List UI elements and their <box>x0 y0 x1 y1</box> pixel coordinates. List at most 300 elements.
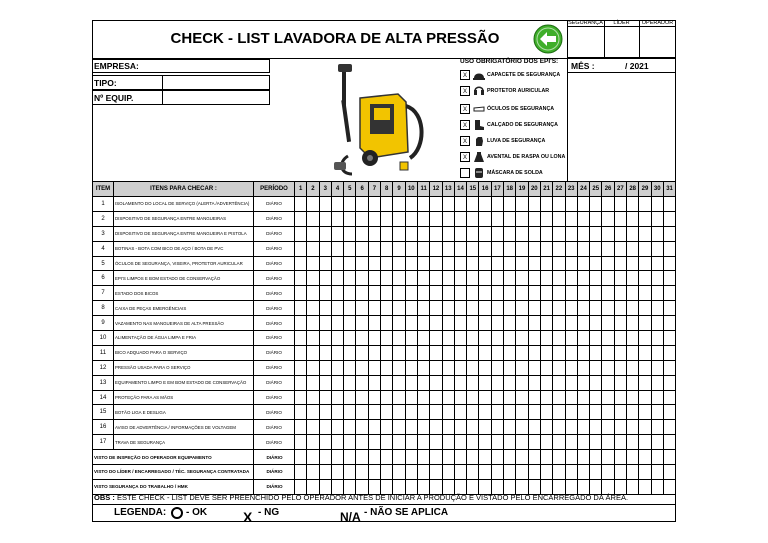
day-cell[interactable] <box>454 405 466 420</box>
day-cell[interactable] <box>331 465 343 480</box>
day-cell[interactable] <box>491 345 503 360</box>
day-cell[interactable] <box>381 211 393 226</box>
day-cell[interactable] <box>614 375 626 390</box>
day-cell[interactable] <box>553 241 565 256</box>
day-cell[interactable] <box>295 435 307 450</box>
day-cell[interactable] <box>553 375 565 390</box>
day-cell[interactable] <box>479 420 491 435</box>
day-cell[interactable] <box>295 450 307 465</box>
day-cell[interactable] <box>442 465 454 480</box>
day-cell[interactable] <box>393 226 405 241</box>
day-cell[interactable] <box>590 316 602 331</box>
day-cell[interactable] <box>553 435 565 450</box>
day-cell[interactable] <box>368 420 380 435</box>
day-cell[interactable] <box>516 226 528 241</box>
day-cell[interactable] <box>331 435 343 450</box>
day-cell[interactable] <box>540 345 552 360</box>
day-cell[interactable] <box>331 256 343 271</box>
day-cell[interactable] <box>356 256 368 271</box>
day-cell[interactable] <box>454 197 466 212</box>
day-cell[interactable] <box>442 256 454 271</box>
day-cell[interactable] <box>602 390 614 405</box>
day-cell[interactable] <box>331 316 343 331</box>
day-cell[interactable] <box>319 241 331 256</box>
day-cell[interactable] <box>442 197 454 212</box>
day-cell[interactable] <box>467 256 479 271</box>
day-cell[interactable] <box>663 301 675 316</box>
day-cell[interactable] <box>331 450 343 465</box>
day-cell[interactable] <box>381 316 393 331</box>
day-cell[interactable] <box>602 375 614 390</box>
day-cell[interactable] <box>540 360 552 375</box>
day-cell[interactable] <box>516 241 528 256</box>
day-cell[interactable] <box>454 316 466 331</box>
day-cell[interactable] <box>417 465 429 480</box>
day-cell[interactable] <box>639 375 651 390</box>
day-cell[interactable] <box>565 435 577 450</box>
day-cell[interactable] <box>454 271 466 286</box>
day-cell[interactable] <box>651 271 663 286</box>
day-cell[interactable] <box>442 450 454 465</box>
day-cell[interactable] <box>540 405 552 420</box>
day-cell[interactable] <box>602 420 614 435</box>
day-cell[interactable] <box>627 450 639 465</box>
day-cell[interactable] <box>651 360 663 375</box>
day-cell[interactable] <box>356 226 368 241</box>
day-cell[interactable] <box>590 271 602 286</box>
day-cell[interactable] <box>442 375 454 390</box>
day-cell[interactable] <box>417 345 429 360</box>
day-cell[interactable] <box>344 345 356 360</box>
day-cell[interactable] <box>393 211 405 226</box>
day-cell[interactable] <box>639 390 651 405</box>
day-cell[interactable] <box>491 197 503 212</box>
day-cell[interactable] <box>528 271 540 286</box>
day-cell[interactable] <box>553 390 565 405</box>
day-cell[interactable] <box>295 420 307 435</box>
day-cell[interactable] <box>393 271 405 286</box>
day-cell[interactable] <box>553 301 565 316</box>
day-cell[interactable] <box>331 286 343 301</box>
day-cell[interactable] <box>442 271 454 286</box>
day-cell[interactable] <box>467 241 479 256</box>
day-cell[interactable] <box>528 390 540 405</box>
day-cell[interactable] <box>516 375 528 390</box>
day-cell[interactable] <box>430 465 442 480</box>
day-cell[interactable] <box>627 211 639 226</box>
day-cell[interactable] <box>368 465 380 480</box>
day-cell[interactable] <box>467 301 479 316</box>
day-cell[interactable] <box>504 390 516 405</box>
day-cell[interactable] <box>639 211 651 226</box>
day-cell[interactable] <box>565 316 577 331</box>
day-cell[interactable] <box>528 197 540 212</box>
day-cell[interactable] <box>504 360 516 375</box>
day-cell[interactable] <box>577 465 589 480</box>
day-cell[interactable] <box>430 211 442 226</box>
day-cell[interactable] <box>479 286 491 301</box>
day-cell[interactable] <box>454 435 466 450</box>
day-cell[interactable] <box>627 241 639 256</box>
day-cell[interactable] <box>627 479 639 494</box>
day-cell[interactable] <box>331 271 343 286</box>
day-cell[interactable] <box>602 345 614 360</box>
day-cell[interactable] <box>417 211 429 226</box>
day-cell[interactable] <box>504 256 516 271</box>
day-cell[interactable] <box>639 405 651 420</box>
day-cell[interactable] <box>307 211 319 226</box>
day-cell[interactable] <box>651 226 663 241</box>
day-cell[interactable] <box>590 345 602 360</box>
day-cell[interactable] <box>553 450 565 465</box>
day-cell[interactable] <box>344 226 356 241</box>
day-cell[interactable] <box>614 405 626 420</box>
day-cell[interactable] <box>565 211 577 226</box>
day-cell[interactable] <box>663 420 675 435</box>
day-cell[interactable] <box>540 420 552 435</box>
day-cell[interactable] <box>381 241 393 256</box>
day-cell[interactable] <box>393 197 405 212</box>
day-cell[interactable] <box>467 345 479 360</box>
day-cell[interactable] <box>393 286 405 301</box>
day-cell[interactable] <box>540 241 552 256</box>
day-cell[interactable] <box>307 271 319 286</box>
day-cell[interactable] <box>405 360 417 375</box>
day-cell[interactable] <box>405 316 417 331</box>
day-cell[interactable] <box>663 390 675 405</box>
day-cell[interactable] <box>553 420 565 435</box>
day-cell[interactable] <box>467 211 479 226</box>
day-cell[interactable] <box>417 360 429 375</box>
day-cell[interactable] <box>651 316 663 331</box>
day-cell[interactable] <box>614 226 626 241</box>
day-cell[interactable] <box>577 286 589 301</box>
day-cell[interactable] <box>663 479 675 494</box>
day-cell[interactable] <box>590 286 602 301</box>
day-cell[interactable] <box>528 241 540 256</box>
day-cell[interactable] <box>540 286 552 301</box>
day-cell[interactable] <box>565 375 577 390</box>
day-cell[interactable] <box>331 331 343 346</box>
day-cell[interactable] <box>368 360 380 375</box>
day-cell[interactable] <box>381 360 393 375</box>
day-cell[interactable] <box>602 465 614 480</box>
day-cell[interactable] <box>307 316 319 331</box>
day-cell[interactable] <box>368 405 380 420</box>
day-cell[interactable] <box>319 256 331 271</box>
epi-checkbox[interactable]: X <box>460 136 470 146</box>
day-cell[interactable] <box>639 316 651 331</box>
day-cell[interactable] <box>344 301 356 316</box>
day-cell[interactable] <box>393 256 405 271</box>
day-cell[interactable] <box>540 331 552 346</box>
day-cell[interactable] <box>565 331 577 346</box>
day-cell[interactable] <box>516 390 528 405</box>
day-cell[interactable] <box>319 375 331 390</box>
day-cell[interactable] <box>405 450 417 465</box>
day-cell[interactable] <box>479 301 491 316</box>
day-cell[interactable] <box>430 331 442 346</box>
day-cell[interactable] <box>405 345 417 360</box>
day-cell[interactable] <box>319 271 331 286</box>
day-cell[interactable] <box>479 226 491 241</box>
day-cell[interactable] <box>553 256 565 271</box>
day-cell[interactable] <box>479 241 491 256</box>
day-cell[interactable] <box>528 316 540 331</box>
day-cell[interactable] <box>590 450 602 465</box>
day-cell[interactable] <box>565 301 577 316</box>
day-cell[interactable] <box>467 435 479 450</box>
day-cell[interactable] <box>430 390 442 405</box>
day-cell[interactable] <box>393 435 405 450</box>
epi-checkbox[interactable]: X <box>460 120 470 130</box>
day-cell[interactable] <box>319 331 331 346</box>
day-cell[interactable] <box>516 301 528 316</box>
day-cell[interactable] <box>454 360 466 375</box>
day-cell[interactable] <box>430 450 442 465</box>
day-cell[interactable] <box>319 197 331 212</box>
day-cell[interactable] <box>504 375 516 390</box>
day-cell[interactable] <box>602 450 614 465</box>
day-cell[interactable] <box>663 375 675 390</box>
day-cell[interactable] <box>663 226 675 241</box>
day-cell[interactable] <box>467 465 479 480</box>
day-cell[interactable] <box>627 405 639 420</box>
day-cell[interactable] <box>590 211 602 226</box>
day-cell[interactable] <box>430 435 442 450</box>
day-cell[interactable] <box>393 405 405 420</box>
day-cell[interactable] <box>417 301 429 316</box>
day-cell[interactable] <box>393 316 405 331</box>
day-cell[interactable] <box>344 360 356 375</box>
day-cell[interactable] <box>442 390 454 405</box>
day-cell[interactable] <box>393 375 405 390</box>
day-cell[interactable] <box>516 345 528 360</box>
day-cell[interactable] <box>577 256 589 271</box>
day-cell[interactable] <box>651 405 663 420</box>
day-cell[interactable] <box>454 211 466 226</box>
day-cell[interactable] <box>344 331 356 346</box>
day-cell[interactable] <box>331 420 343 435</box>
day-cell[interactable] <box>331 345 343 360</box>
day-cell[interactable] <box>614 450 626 465</box>
day-cell[interactable] <box>417 450 429 465</box>
day-cell[interactable] <box>417 420 429 435</box>
day-cell[interactable] <box>344 286 356 301</box>
day-cell[interactable] <box>540 226 552 241</box>
day-cell[interactable] <box>319 450 331 465</box>
day-cell[interactable] <box>344 450 356 465</box>
day-cell[interactable] <box>590 465 602 480</box>
day-cell[interactable] <box>627 316 639 331</box>
day-cell[interactable] <box>381 450 393 465</box>
day-cell[interactable] <box>442 301 454 316</box>
day-cell[interactable] <box>491 316 503 331</box>
day-cell[interactable] <box>430 316 442 331</box>
day-cell[interactable] <box>627 271 639 286</box>
day-cell[interactable] <box>331 360 343 375</box>
day-cell[interactable] <box>331 375 343 390</box>
day-cell[interactable] <box>639 197 651 212</box>
day-cell[interactable] <box>553 226 565 241</box>
day-cell[interactable] <box>344 435 356 450</box>
day-cell[interactable] <box>528 465 540 480</box>
day-cell[interactable] <box>663 271 675 286</box>
day-cell[interactable] <box>651 435 663 450</box>
day-cell[interactable] <box>417 375 429 390</box>
day-cell[interactable] <box>467 226 479 241</box>
day-cell[interactable] <box>295 375 307 390</box>
back-arrow-icon[interactable] <box>533 24 563 54</box>
day-cell[interactable] <box>479 271 491 286</box>
day-cell[interactable] <box>540 197 552 212</box>
day-cell[interactable] <box>467 197 479 212</box>
day-cell[interactable] <box>504 405 516 420</box>
day-cell[interactable] <box>639 331 651 346</box>
day-cell[interactable] <box>639 241 651 256</box>
day-cell[interactable] <box>663 405 675 420</box>
day-cell[interactable] <box>307 286 319 301</box>
day-cell[interactable] <box>553 465 565 480</box>
day-cell[interactable] <box>639 301 651 316</box>
day-cell[interactable] <box>528 301 540 316</box>
day-cell[interactable] <box>356 211 368 226</box>
day-cell[interactable] <box>651 479 663 494</box>
day-cell[interactable] <box>516 420 528 435</box>
day-cell[interactable] <box>479 331 491 346</box>
day-cell[interactable] <box>602 331 614 346</box>
day-cell[interactable] <box>639 479 651 494</box>
day-cell[interactable] <box>430 360 442 375</box>
day-cell[interactable] <box>663 345 675 360</box>
day-cell[interactable] <box>504 226 516 241</box>
day-cell[interactable] <box>454 226 466 241</box>
day-cell[interactable] <box>553 211 565 226</box>
epi-checkbox[interactable]: X <box>460 86 470 96</box>
day-cell[interactable] <box>479 211 491 226</box>
day-cell[interactable] <box>602 226 614 241</box>
day-cell[interactable] <box>405 435 417 450</box>
day-cell[interactable] <box>540 375 552 390</box>
day-cell[interactable] <box>540 211 552 226</box>
epi-checkbox[interactable]: X <box>460 70 470 80</box>
day-cell[interactable] <box>307 301 319 316</box>
day-cell[interactable] <box>356 360 368 375</box>
day-cell[interactable] <box>504 301 516 316</box>
day-cell[interactable] <box>405 331 417 346</box>
day-cell[interactable] <box>344 316 356 331</box>
day-cell[interactable] <box>442 316 454 331</box>
day-cell[interactable] <box>540 465 552 480</box>
day-cell[interactable] <box>516 286 528 301</box>
day-cell[interactable] <box>491 375 503 390</box>
day-cell[interactable] <box>491 360 503 375</box>
day-cell[interactable] <box>319 211 331 226</box>
day-cell[interactable] <box>307 450 319 465</box>
day-cell[interactable] <box>442 345 454 360</box>
day-cell[interactable] <box>565 390 577 405</box>
day-cell[interactable] <box>577 197 589 212</box>
day-cell[interactable] <box>528 345 540 360</box>
day-cell[interactable] <box>491 226 503 241</box>
day-cell[interactable] <box>491 420 503 435</box>
day-cell[interactable] <box>565 286 577 301</box>
day-cell[interactable] <box>405 390 417 405</box>
day-cell[interactable] <box>393 360 405 375</box>
day-cell[interactable] <box>368 390 380 405</box>
day-cell[interactable] <box>639 360 651 375</box>
day-cell[interactable] <box>577 360 589 375</box>
day-cell[interactable] <box>540 435 552 450</box>
day-cell[interactable] <box>417 241 429 256</box>
day-cell[interactable] <box>356 241 368 256</box>
day-cell[interactable] <box>614 435 626 450</box>
day-cell[interactable] <box>663 197 675 212</box>
day-cell[interactable] <box>491 256 503 271</box>
day-cell[interactable] <box>467 316 479 331</box>
day-cell[interactable] <box>651 256 663 271</box>
day-cell[interactable] <box>577 241 589 256</box>
day-cell[interactable] <box>368 271 380 286</box>
day-cell[interactable] <box>627 360 639 375</box>
day-cell[interactable] <box>442 286 454 301</box>
day-cell[interactable] <box>430 197 442 212</box>
day-cell[interactable] <box>356 271 368 286</box>
day-cell[interactable] <box>393 301 405 316</box>
day-cell[interactable] <box>295 197 307 212</box>
day-cell[interactable] <box>405 256 417 271</box>
day-cell[interactable] <box>651 375 663 390</box>
day-cell[interactable] <box>614 241 626 256</box>
day-cell[interactable] <box>307 375 319 390</box>
day-cell[interactable] <box>651 390 663 405</box>
day-cell[interactable] <box>577 331 589 346</box>
day-cell[interactable] <box>553 360 565 375</box>
day-cell[interactable] <box>504 197 516 212</box>
day-cell[interactable] <box>504 286 516 301</box>
day-cell[interactable] <box>356 375 368 390</box>
day-cell[interactable] <box>565 450 577 465</box>
day-cell[interactable] <box>344 420 356 435</box>
day-cell[interactable] <box>295 286 307 301</box>
day-cell[interactable] <box>516 197 528 212</box>
day-cell[interactable] <box>491 331 503 346</box>
day-cell[interactable] <box>627 286 639 301</box>
day-cell[interactable] <box>504 450 516 465</box>
day-cell[interactable] <box>344 197 356 212</box>
day-cell[interactable] <box>540 450 552 465</box>
day-cell[interactable] <box>454 256 466 271</box>
day-cell[interactable] <box>663 465 675 480</box>
day-cell[interactable] <box>442 420 454 435</box>
day-cell[interactable] <box>614 420 626 435</box>
day-cell[interactable] <box>454 375 466 390</box>
day-cell[interactable] <box>368 375 380 390</box>
day-cell[interactable] <box>356 390 368 405</box>
day-cell[interactable] <box>602 197 614 212</box>
day-cell[interactable] <box>590 375 602 390</box>
day-cell[interactable] <box>602 271 614 286</box>
day-cell[interactable] <box>479 405 491 420</box>
day-cell[interactable] <box>639 256 651 271</box>
day-cell[interactable] <box>381 420 393 435</box>
day-cell[interactable] <box>405 241 417 256</box>
day-cell[interactable] <box>295 241 307 256</box>
day-cell[interactable] <box>639 465 651 480</box>
day-cell[interactable] <box>331 197 343 212</box>
day-cell[interactable] <box>307 226 319 241</box>
day-cell[interactable] <box>381 256 393 271</box>
